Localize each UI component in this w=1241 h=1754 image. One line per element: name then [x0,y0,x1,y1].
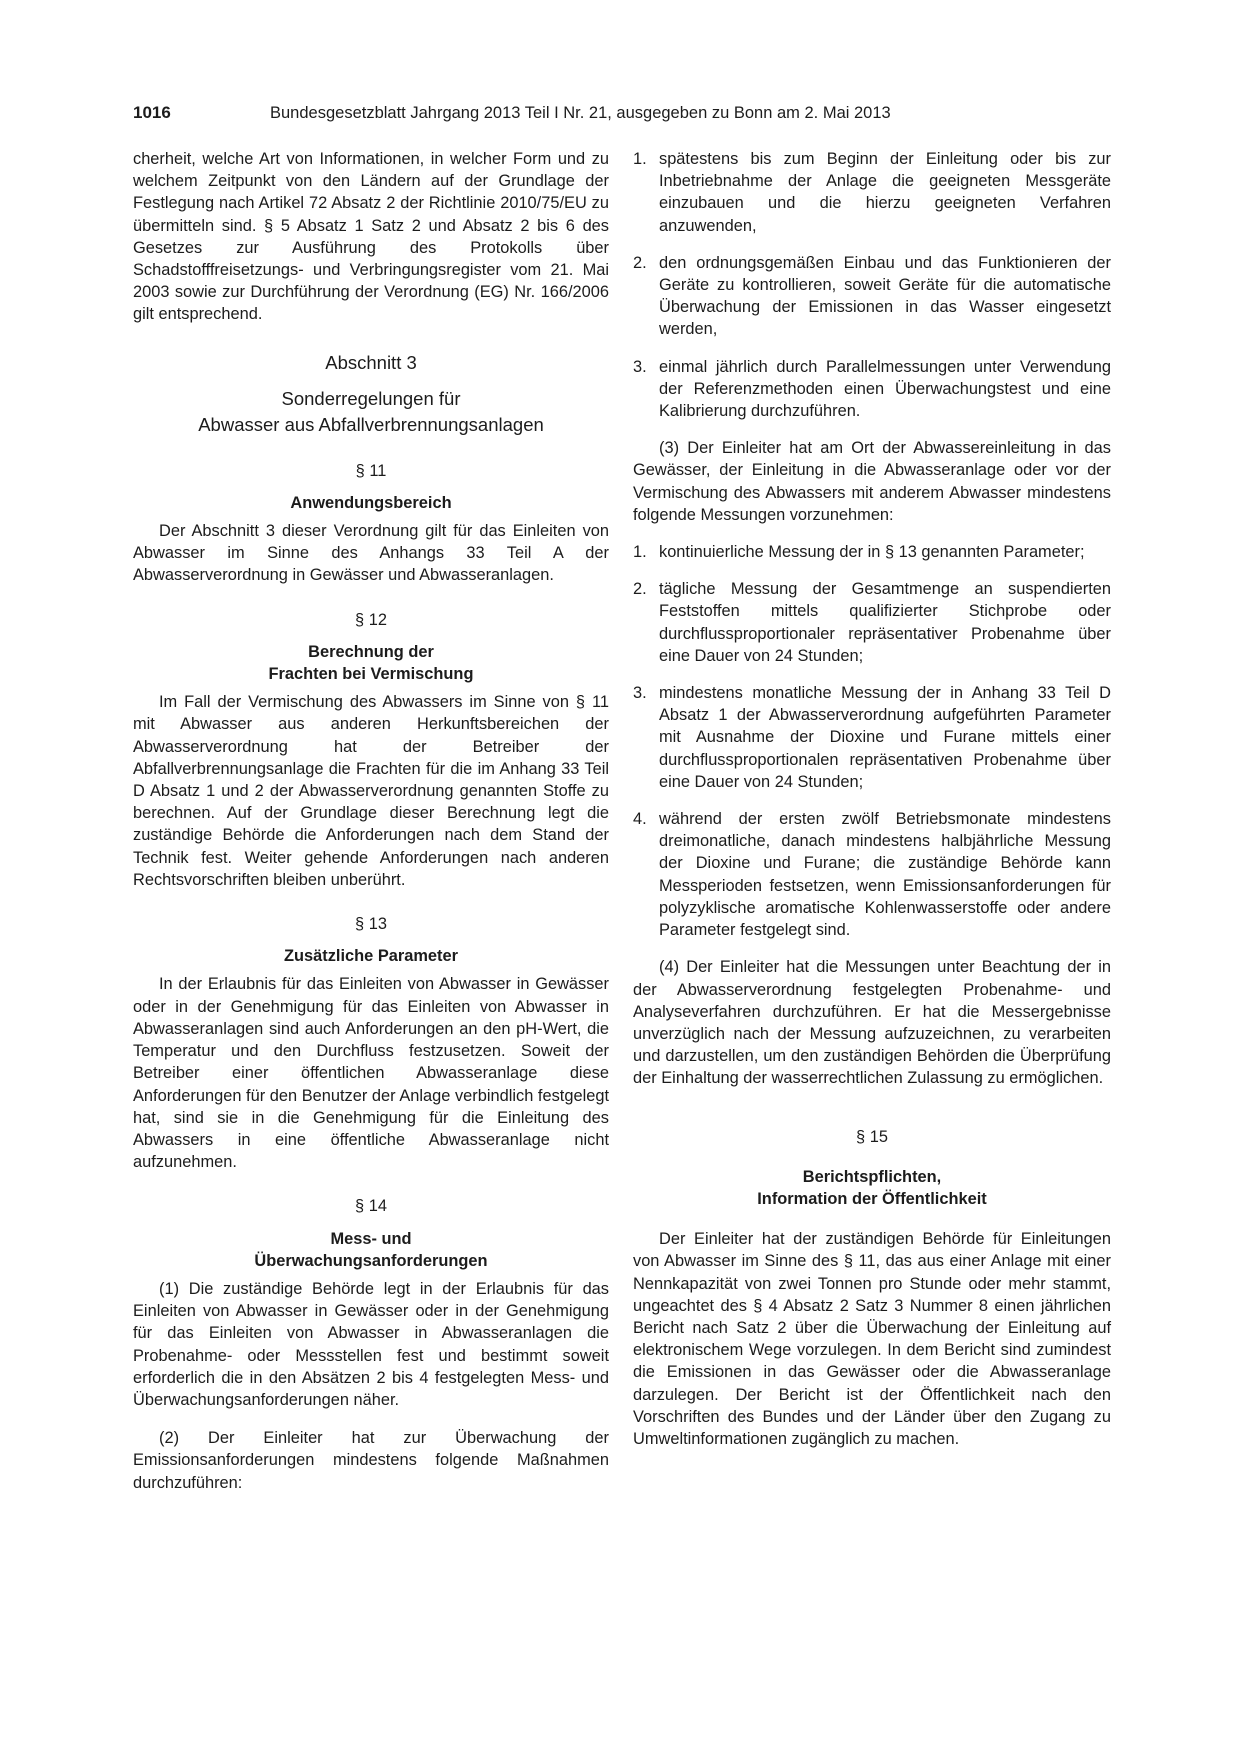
paragraph-12-title-line-1: Berechnung der [308,642,434,661]
paragraph-14-number: § 14 [355,1197,387,1216]
paragraph-15-text: Der Einleiter hat der zuständigen Behörde für Einleitungen von Abwasser im Sinne des § 11, das aus einer Anlage mit einer Nennkapazität von zwei Tonnen pro Stunde oder mehr stammt, ungeachtet des § 4 Absatz 2 Satz 3 Nummer 8 einen jährlichen Bericht nach Satz 2 über die Überwachung der Einleitung auf elektronischem Wege vorzulegen. In dem Bericht sind zumindest die Emissionen in das Gewässer oder die Abwasseranlage darzulegen. Der Bericht ist der Öffentlichkeit nach den Vorschriften des Bundes und der Länder über den Zugang zu Umweltinformationen zugänglich zu machen. [633,1230,1111,1448]
gazette-title: Bundesgesetzblatt Jahrgang 2013 Teil I Nr. 21, ausgegeben zu Bonn am 2. Mai 2013 [270,104,891,122]
paragraph-14-title-line-1: Mess- und [330,1229,412,1248]
paragraph-15-number: § 15 [856,1127,888,1146]
paragraph-13-title: Zusätzliche Parameter [284,947,458,966]
list-item-number: 2. [633,580,647,599]
section-title-line-1: Sonderregelungen für [281,387,461,409]
list-item [633,808,1111,941]
right-column [633,148,1111,1450]
paragraph-13-text: In der Erlaubnis für das Einleiten von Abwasser in Gewässer oder in der Genehmigung für das Einleiten von Abwasser in Abwasseranlagen sind auch Anforderungen an den pH-Wert, die Temperatur und den Durchfluss festzusetzen. Soweit der Betreiber einer öffentlichen Abwasseranlage diese Anforderungen für den Benutzer der Anlage verbindlich festgelegt hat, sind sie in die Genehmigung für die Einleitung des Abwassers in eine öffentliche Abwasseranlage nicht aufzunehmen. [133,975,609,1172]
paragraph-11-title: Anwendungsbereich [290,493,452,512]
paragraph-14-title-line-2: Überwachungsanforderungen [254,1251,488,1270]
list-item-number: 1. [633,543,647,562]
list-item-number: 4. [633,810,647,829]
list-item-number: 2. [633,253,647,272]
list-item [633,148,1111,237]
paragraph-14-absatz-4: (4) Der Einleiter hat die Messungen unter Beachtung der in der Abwasserverordnung festgelegten Probenahme- und Analyseverfahren durchzuführen. Er hat die Messergebnisse unverzüglich nach der Messung aufzuzeichnen, zu verarbeiten und darzustellen, um den zuständigen Behörden die Überprüfung der Einhaltung der wasserrechtlichen Zulassung zu ermöglichen. [633,958,1111,1088]
list-item-text: kontinuierliche Messung der in § 13 genannten Parameter; [659,543,1085,562]
paragraph-11-text: Der Abschnitt 3 dieser Verordnung gilt für das Einleiten von Abwasser im Sinne des Anhangs 33 Teil A der Abwasserverordnung in Gewässer und Abwasseranlagen. [133,522,609,585]
paragraph-12-number: § 12 [355,610,387,629]
paragraph-15-title-line-1: Berichtspflichten, [802,1167,942,1186]
section-title-line-2: Abwasser aus Abfallverbrennungsanlagen [198,413,544,435]
absatz-2-list [633,148,1111,422]
list-item [633,682,1111,793]
list-item-text: tägliche Messung der Gesamtmenge an suspendierten Feststoffen mittels qualifizierter Stichprobe oder durchflussproportionaler repräsentativer Probenahme über eine Dauer von 24 Stunden; [659,580,1111,665]
page-header [133,101,1113,125]
list-item-text: während der ersten zwölf Betriebsmonate mindestens dreimonatliche, danach mindestens halbjährliche Messung der Dioxine und Furane; die zuständige Behörde kann Messperioden festsetzen, wenn Emissionsanforderungen für polyzyklische aromatische Kohlenwasserstoffe oder andere Parameter festgelegt sind. [659,810,1111,940]
section-label: Abschnitt 3 [325,351,417,373]
paragraph-12-title-line-2: Frachten bei Vermischung [268,665,474,684]
list-item-text: einmal jährlich durch Parallelmessungen unter Verwendung der Referenzmethoden einen Überwachungstest und eine Kalibrierung durchzuführen. [659,357,1111,421]
list-item-text: den ordnungsgemäßen Einbau und das Funktionieren der Geräte zu kontrollieren, soweit Geräte für die automatische Überwachung der Emissionen in das Wasser eingesetzt werden, [659,253,1111,339]
intro-paragraph: cherheit, welche Art von Informationen, in welcher Form und zu welchem Zeitpunkt von den Ländern auf der Grundlage der Festlegung nach Artikel 72 Absatz 2 der Richtlinie 2010/75/EU zu übermitteln sind. § 5 Absatz 1 Satz 2 und Absatz 2 bis 6 des Gesetzes zur Ausführung des Protokolls über Schadstofffreisetzungs- und Verbringungsregister vom 21. Mai 2003 sowie zur Durchführung der Verordnung (EG) Nr. 166/2006 gilt entsprechend. [133,150,609,324]
list-item-text: spätestens bis zum Beginn der Einleitung oder bis zur Inbetriebnahme der Anlage die geeigneten Messgeräte einzubauen und die hierzu geeigneten Verfahren anzuwenden, [659,150,1111,235]
paragraph-14-absatz-1: (1) Die zuständige Behörde legt in der Erlaubnis für das Einleiten von Abwasser in Gewässer oder in der Genehmigung für das Einleiten von Abwasser in Abwasseranlagen die Probenahme- oder Messstellen fest und bestimmt soweit erforderlich die in den Absätzen 2 bis 4 festgelegten Mess- und Überwachungsanforderungen näher. [133,1279,609,1409]
list-item [633,252,1111,341]
list-item [633,578,1111,667]
paragraph-14-absatz-3: (3) Der Einleiter hat am Ort der Abwassereinleitung in das Gewässer, der Einleitung in die Abwasseranlage oder vor der Vermischung des Abwassers mit anderem Abwasser mindestens folgende Messungen vorzunehmen: [633,439,1111,524]
page-number: 1016 [133,103,171,122]
list-item [633,541,1111,563]
absatz-3-list [633,541,1111,941]
paragraph-13-number: § 13 [355,915,387,934]
paragraph-11-number: § 11 [355,461,387,480]
paragraph-15-title-line-2: Information der Öffentlichkeit [757,1189,987,1208]
left-column [133,148,609,1494]
paragraph-14-absatz-2: (2) Der Einleiter hat zur Überwachung der Emissionsanforderungen mindestens folgende Maßnahmen durchzuführen: [133,1429,609,1492]
list-item [633,356,1111,423]
list-item-text: mindestens monatliche Messung der in Anhang 33 Teil D Absatz 1 der Abwasserverordnung aufgeführten Parameter mit Ausnahme der Dioxine und Furane mittels einer durchflussproportionalen repräsentativen Probenahme über eine Dauer von 24 Stunden; [659,684,1111,791]
list-item-number: 3. [633,357,647,376]
list-item-number: 1. [633,150,647,168]
list-item-number: 3. [633,684,647,703]
paragraph-12-text: Im Fall der Vermischung des Abwassers im Sinne von § 11 mit Abwasser aus anderen Herkunftsbereichen der Abwasserverordnung hat der Betreiber der Abfallverbrennungsanlage die Frachten für die im Anhang 33 Teil D Absatz 1 und 2 der Abwasserverordnung genannten Stoffe zu berechnen. Auf der Grundlage dieser Berechnung legt die zuständige Behörde die Anforderungen nach dem Stand der Technik fest. Weiter gehende Anforderungen nach anderen Rechtsvorschriften bleiben unberührt. [133,693,609,889]
